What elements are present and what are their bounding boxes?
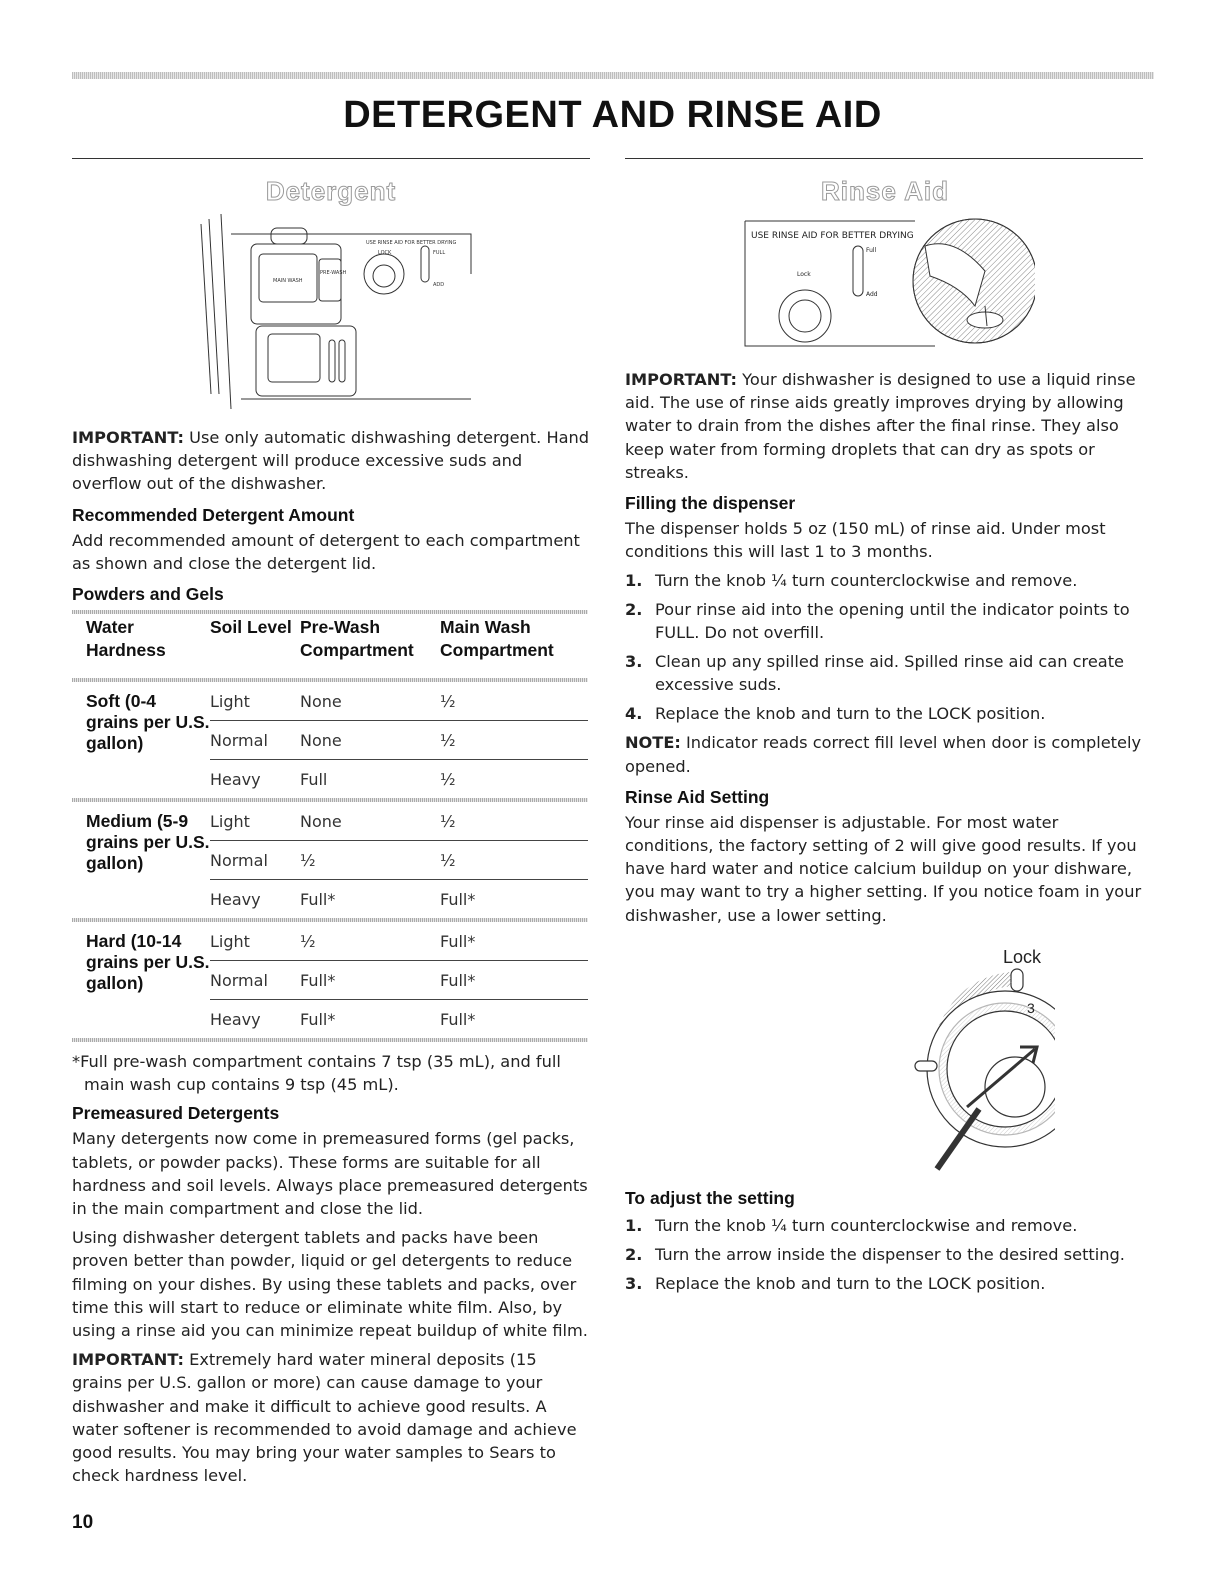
dial-number: 3 [1027, 999, 1035, 1016]
rinse-aid-heading: Rinse Aid [821, 176, 949, 206]
list-item: 1. Turn the knob ¼ turn counterclockwise and remove. [625, 1215, 1078, 1235]
detergent-table [72, 610, 588, 1042]
important-label: IMPORTANT: [625, 370, 737, 389]
premeasured-heading: Premeasured Detergents [72, 1103, 280, 1124]
important-text: Use only automatic dishwashing detergent. Hand dishwashing detergent will produce excessive suds and overflow out of the dishwasher. [72, 428, 590, 494]
premeasured-paragraph-1: Many detergents now come in premeasured forms (gel packs, tablets, or powder packs). These forms are suitable for all hardness and soil levels. Always place premeasured detergents in the main compartment and close the lid. [72, 1129, 588, 1219]
detergent-fig-add-label: ADD [433, 282, 445, 288]
rinse-aid-dial-illustration [715, 939, 1055, 1179]
table-group-soft [72, 682, 588, 798]
setting-heading: Rinse Aid Setting [625, 786, 770, 807]
table-row: Heavy Full* Full* [210, 1009, 476, 1029]
table-row: Normal Full* Full* [210, 961, 588, 1000]
recommended-heading: Recommended Detergent Amount [72, 504, 355, 525]
powders-heading: Powders and Gels [72, 584, 224, 605]
table-row: Light None ½ [210, 682, 588, 721]
detergent-dispenser-illustration [181, 214, 481, 414]
detergent-heading: Detergent [265, 176, 397, 206]
adjust-steps [625, 1214, 1145, 1295]
group-label: Soft (0-4 grains per U.S. gallon) [86, 691, 210, 754]
important-text: Your dishwasher is designed to use a liquid rinse aid. The use of rinse aids greatly improves drying by allowing water to drain from the dishes after the final rinse. They also keep water from forming droplets that can dry as spots or streaks. [625, 370, 1136, 482]
header-water-hardness: Water Hardness [86, 617, 166, 661]
header-pre-wash: Pre-Wash Compartment [300, 617, 414, 661]
table-row: Light None ½ [210, 802, 588, 841]
top-decorative-bar [72, 72, 1154, 79]
detergent-fig-mainwash-label: MAIN WASH [273, 278, 303, 284]
detergent-important-paragraph [72, 426, 590, 496]
rinse-note [625, 731, 1145, 777]
detergent-fig-prewash-label: PRE-WASH [320, 270, 347, 276]
note-label: NOTE: [625, 733, 681, 753]
note-text: Indicator reads correct fill level when door is completely opened. [625, 733, 1142, 776]
detergent-column [72, 158, 590, 1487]
filling-text: The dispenser holds 5 oz (150 mL) of rinse aid. Under most conditions this will last 1 to 3 months. [625, 519, 1106, 562]
rinse-aid-fill-illustration [735, 216, 1035, 356]
detergent-fig-lock-label: LOCK [378, 250, 392, 256]
table-group-medium [72, 802, 588, 918]
setting-text: Your rinse aid dispenser is adjustable. For most water conditions, the factory setting of 2 will give good results. If you have hard water and notice calcium buildup on your dishware, you may want to try a higher setting. If you notice foam in your dishwasher, use a lower setting. [625, 812, 1142, 925]
list-item: 4. Replace the knob and turn to the LOCK position. [625, 704, 1046, 724]
table-footnote: *Full pre-wash compartment contains 7 tsp (35 mL), and full main wash cup contains 9 tsp (45 mL). [72, 1052, 561, 1095]
rinse-fig-full-label: Full [866, 247, 877, 254]
table-row: Normal None ½ [210, 721, 588, 760]
list-item: 2. Turn the arrow inside the dispenser to the desired setting. [625, 1244, 1125, 1264]
table-bottom-border [72, 1038, 588, 1042]
premeasured-paragraph-2: Using dishwasher detergent tablets and packs have been proven better than powder, liquid or gel detergents to reduce filming on your dishes. By using these tablets and packs, over time this will start to reduce or eliminate white film. Also, by using a rinse aid you can minimize repeat buildup of white film. [72, 1228, 588, 1341]
rinse-aid-column [625, 158, 1145, 1295]
group-label: Medium (5-9 grains per U.S. gallon) [86, 811, 210, 874]
adjust-heading: To adjust the setting [625, 1187, 795, 1208]
list-item: 3. Clean up any spilled rinse aid. Spilled rinse aid can create excessive suds. [625, 652, 1125, 695]
filling-heading: Filling the dispenser [625, 493, 796, 514]
rinse-fig-lock-label: Lock [797, 271, 811, 278]
page-number: 10 [72, 1512, 94, 1533]
table-header [72, 614, 588, 678]
list-item: 2. Pour rinse aid into the opening until the indicator points to FULL. Do not overfill. [625, 600, 1130, 643]
group-label: Hard (10-14 grains per U.S. gallon) [86, 931, 210, 994]
table-row: Normal ½ ½ [210, 841, 588, 880]
hard-water-important-paragraph [72, 1348, 590, 1487]
list-item: 3. Replace the knob and turn to the LOCK position. [625, 1273, 1046, 1293]
header-main-wash: Main Wash Compartment [440, 617, 554, 661]
table-group-hard [72, 922, 588, 1038]
recommended-text: Add recommended amount of detergent to each compartment as shown and close the detergent lid. [72, 530, 580, 573]
rinse-fig-rinse-label: USE RINSE AID FOR BETTER DRYING [751, 231, 914, 241]
rinse-fig-add-label: Add [866, 291, 878, 298]
header-soil-level: Soil Level [210, 617, 292, 638]
important-text: Extremely hard water mineral deposits (15 grains per U.S. gallon or more) can cause damage to your dishwasher and make it difficult to achieve good results. A water softener is recommended to avoid damage and achieve good results. You may bring your water samples to Sears to check hardness level. [72, 1350, 577, 1486]
important-label: IMPORTANT: [72, 428, 184, 447]
list-item: 1. Turn the knob ¼ turn counterclockwise and remove. [625, 571, 1078, 591]
detergent-fig-rinse-label: USE RINSE AID FOR BETTER DRYING [366, 240, 457, 246]
table-row: Light ½ Full* [210, 922, 588, 961]
lock-label: Lock [1003, 946, 1042, 967]
table-row: Heavy Full* Full* [210, 889, 476, 909]
important-label: IMPORTANT: [72, 1350, 184, 1370]
rinse-important-paragraph [625, 368, 1145, 484]
table-row: Heavy Full ½ [210, 769, 456, 789]
filling-steps [625, 569, 1145, 725]
detergent-fig-full-label: FULL [433, 250, 446, 256]
page-title: DETERGENT AND RINSE AID [343, 94, 882, 136]
